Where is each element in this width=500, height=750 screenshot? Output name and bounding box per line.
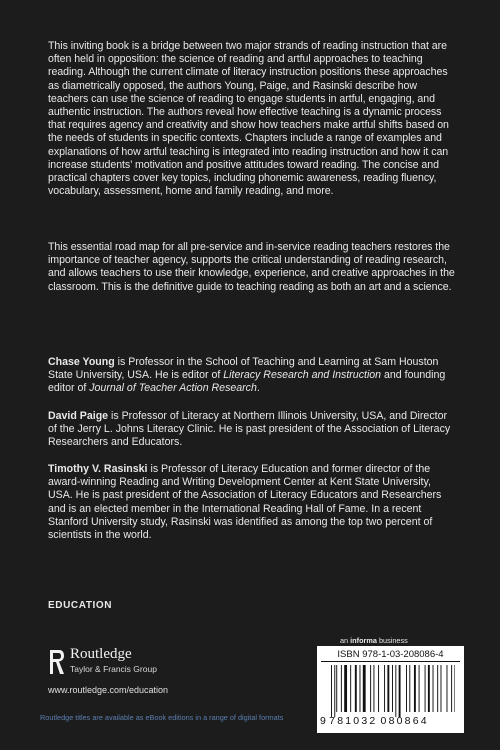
ebook-note: Routledge titles are available as eBook editions in a range of digital formats bbox=[40, 713, 284, 722]
barcode-bar bbox=[425, 665, 426, 712]
barcode-bar bbox=[454, 665, 455, 712]
barcode-bar bbox=[341, 665, 342, 712]
barcode-bar bbox=[437, 665, 438, 712]
barcode-bar bbox=[334, 665, 335, 717]
isbn-barcode bbox=[317, 646, 464, 733]
informa-brand: informa bbox=[350, 636, 377, 645]
barcode-digits bbox=[320, 715, 461, 727]
barcode-bar bbox=[350, 665, 351, 712]
author-bio-text: is Professor in the School of Teaching and Learning at Sam Houston State University, USA. He is editor of bbox=[48, 356, 439, 382]
barcode-bar bbox=[384, 665, 385, 712]
author-bio-young bbox=[48, 356, 458, 396]
barcode-bar bbox=[392, 665, 393, 712]
barcode-bar bbox=[395, 665, 396, 717]
informa-suffix: business bbox=[376, 636, 408, 645]
barcode-bar bbox=[370, 665, 371, 712]
publisher-name: Routledge bbox=[70, 646, 132, 662]
barcode-bar bbox=[409, 665, 410, 712]
barcode-bar bbox=[447, 665, 448, 712]
author-name: Chase Young bbox=[48, 356, 115, 368]
barcode-bar bbox=[331, 665, 332, 717]
publisher-url[interactable]: www.routledge.com/education bbox=[48, 685, 169, 695]
author-name: David Paige bbox=[48, 410, 109, 422]
barcode-bar bbox=[451, 665, 452, 712]
author-bio-rasinski bbox=[48, 463, 458, 542]
publisher-group: Taylor & Francis Group bbox=[70, 664, 157, 674]
barcode-right-digits: 080864 bbox=[380, 715, 429, 727]
journal-title: Literacy Research and Instruction bbox=[223, 369, 382, 382]
journal-title: Journal of Teacher Action Research bbox=[89, 382, 257, 395]
barcode-bar bbox=[414, 665, 416, 712]
isbn-rule bbox=[321, 661, 460, 662]
isbn-number: ISBN 978-1-03-208086-4 bbox=[337, 649, 444, 660]
barcode-bar bbox=[336, 665, 337, 712]
barcode-left-digits: 781032 bbox=[329, 715, 378, 727]
author-name: Timothy V. Rasinski bbox=[48, 463, 148, 475]
author-bio-paige bbox=[48, 410, 458, 450]
barcode-bar bbox=[363, 665, 366, 712]
barcode-bar bbox=[344, 665, 347, 712]
barcode-bar bbox=[441, 665, 442, 712]
subject-category: EDUCATION bbox=[48, 600, 113, 611]
routledge-r-icon bbox=[48, 648, 66, 676]
description-paragraph-2: This essential road map for all pre-service and in-service reading teachers restores the importance of teacher agency, supports the critical understanding of reading research, and allows teachers to use their knowledge, experience, and creative approaches in the classroom. This is the definitive guide to teaching reading as both an art and a science. bbox=[48, 241, 455, 293]
author-bio-text: . bbox=[256, 382, 260, 395]
informa-prefix: an bbox=[340, 636, 351, 645]
barcode-bar bbox=[355, 665, 357, 712]
author-bio-text: and founding editor of bbox=[48, 369, 446, 395]
barcode-bar bbox=[406, 665, 407, 712]
barcode-bar bbox=[399, 665, 401, 717]
barcode-bars bbox=[331, 665, 455, 717]
informa-business-label bbox=[340, 636, 408, 645]
barcode-bar bbox=[419, 665, 420, 712]
barcode-bar bbox=[428, 665, 430, 712]
author-bio-text: is Professor of Literacy at Northern Illinois University, USA, and Director of the Jerry L. Johns Literacy Clinic. He is past president of the Association of Literacy Researchers and Educators. bbox=[48, 410, 451, 449]
barcode-bar bbox=[373, 665, 374, 712]
barcode-bar bbox=[433, 665, 434, 712]
author-bio-text: is Professor of Literacy Education and former director of the award-winning Reading and Writing Development Center at Kent State University, USA. He is past president of the Association of Literacy Educators and Researchers and is an elected member in the International Reading Hall of Fame. In a recent Stanford University study, Rasinski was identified as among the top two percent of scientists in the world. bbox=[48, 463, 442, 542]
description-paragraph-1: This inviting book is a bridge between two major strands of reading instruction that are often held in opposition: the science of reading and artful approaches to teaching reading. Although the current climate of literacy instruction positions these approaches as diametrically opposed, the authors Young, Paige, and Rasinski describe how teachers can use the science of reading to engage students in artful, engaging, and authentic instruction. The authors reveal how effective teaching is a dynamic process that requires agency and creativity and show how teachers make artful shifts based on the needs of students in specific contexts. Chapters include a range of examples and explanations of how artful teaching is integrated into reading instruction and how it can increase students’ motivation and positive attitudes toward reading. The concise and practical chapters cover key topics, including phonemic awareness, reading fluency, vocabulary, assessment, home and family reading, and more. bbox=[48, 40, 449, 198]
barcode-bar bbox=[360, 665, 361, 712]
barcode-bar bbox=[378, 665, 379, 712]
barcode-bar bbox=[387, 665, 389, 712]
barcode-lead-digit: 9 bbox=[320, 715, 327, 727]
